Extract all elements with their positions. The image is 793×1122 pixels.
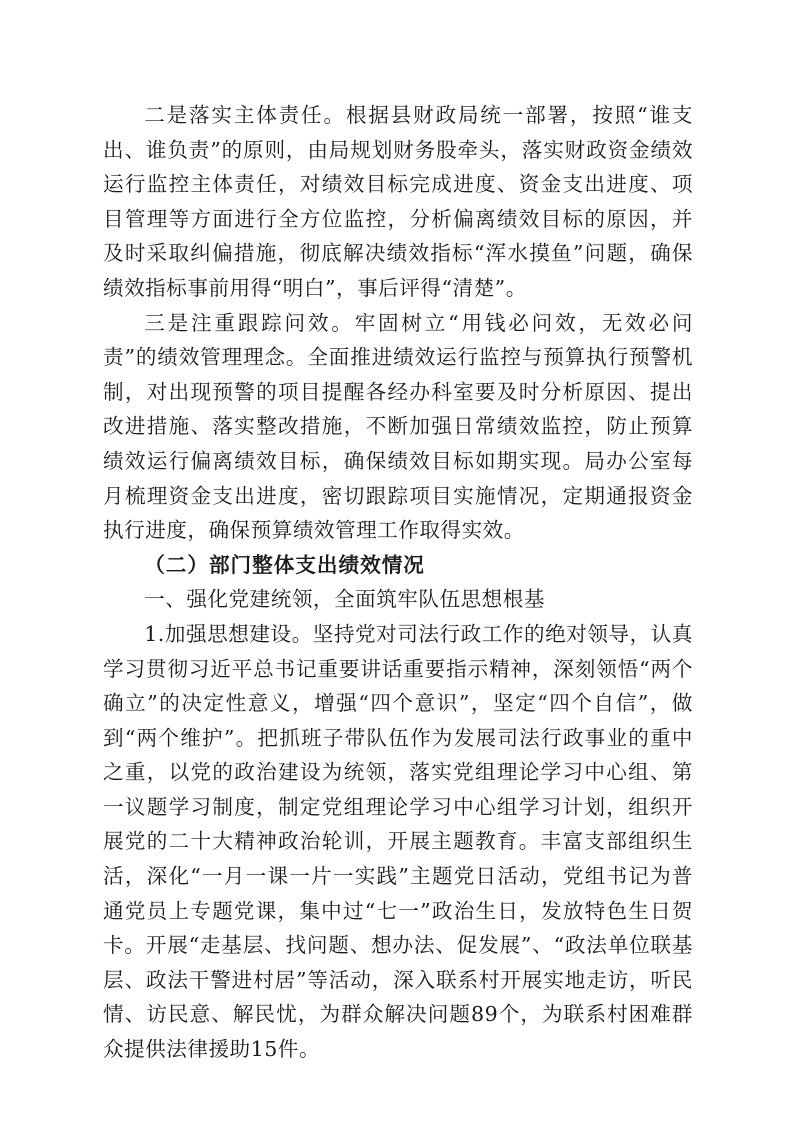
paragraph-track-performance: 三是注重跟踪问效。牢固树立“用钱必问效，无效必问责”的绩效管理理念。全面推进绩效运行监控与预算执行预警机制，对出现预警的项目提醒各经办科室要及时分析原因、提出改进措施、落实整改措施，不断加强日常绩效监控，防止预算绩效运行偏离绩效目标，确保绩效目标如期实现。局办公室每月梳理资金支出进度，密切跟踪项目实施情况，定期通报资金执行进度，确保预算绩效管理工作取得实效。 bbox=[103, 310, 693, 543]
section-heading-department-expenditure: （二）部门整体支出绩效情况 bbox=[144, 552, 425, 577]
paragraph-implement-responsibility: 二是落实主体责任。根据县财政局统一部署，按照“谁支出、谁负责”的原则，由局规划财务股牵头，落实财政资金绩效运行监控主体责任，对绩效目标完成进度、资金支出进度、项目管理等方面进行全方位监控，分析偏离绩效目标的原因，并及时采取纠偏措施，彻底解决绩效指标“浑水摸鱼”问题，确保绩效指标事前用得“明白”，事后评得“清楚”。 bbox=[103, 103, 693, 300]
paragraph-ideological-building: 1.加强思想建设。坚持党对司法行政工作的绝对领导，认真学习贯彻习近平总书记重要讲话重要指示精神，深刻领悟“两个确立”的决定性意义，增强“四个意识”，坚定“四个自信”，做到“两个维护”。把抓班子带队伍作为发展司法行政事业的重中之重，以党的政治建设为统领，落实党组理论学习中心组、第一议题学习制度，制定党组理论学习中心组学习计划，组织开展党的二十大精神政治轮训，开展主题教育。丰富支部组织生活，深化“一月一课一片一实践”主题党日活动，党组书记为普通党员上专题党课，集中过“七一”政治生日，发放特色生日贺卡。开展“走基层、找问题、想办法、促发展”、“政法单位联基层、政法干警进村居”等活动，深入联系村开展实地走访，听民情、访民意、解民忧，为群众解决问题89个，为联系村困难群众提供法律援助15件。 bbox=[103, 621, 693, 1062]
subheading-party-building: 一、强化党建统领，全面筑牢队伍思想根基 bbox=[144, 587, 545, 612]
